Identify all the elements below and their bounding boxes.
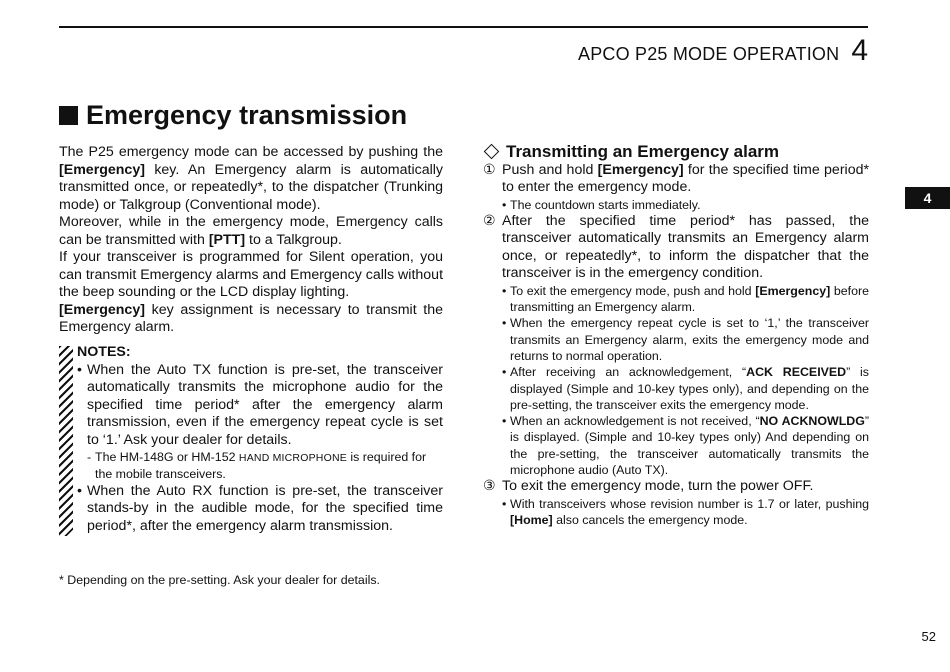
text: for the specified time period* to enter the emergency mode. bbox=[502, 161, 869, 195]
notes-box bbox=[59, 344, 443, 535]
text: Push and hold bbox=[502, 161, 598, 178]
key-label: [Emergency] bbox=[755, 283, 831, 298]
text: When the emergency repeat cycle is set to ‘1,’ the transceiver transmits an Emergency alarm, exits the emergency mode and returns to normal operation. bbox=[510, 316, 869, 363]
step-3 bbox=[483, 478, 869, 496]
footnote: * Depending on the pre-setting. Ask your dealer for details. bbox=[59, 573, 380, 587]
step-number: ③ bbox=[483, 478, 496, 495]
note-item: • When the Auto RX function is pre-set, the transceiver stands-by in the audible mode, for the specified time period*, after the emergency alarm transmission. bbox=[77, 482, 443, 534]
step-number: ① bbox=[483, 161, 496, 178]
subsection-heading bbox=[483, 143, 869, 161]
display-message: ACK RECEIVED bbox=[746, 365, 847, 380]
text: The P25 emergency mode can be accessed by pushing the bbox=[59, 144, 443, 160]
hatch-bar bbox=[59, 346, 73, 536]
silent-paragraph: If your transceiver is programmed for Silent operation, you can transmit Emergency alarms and Emergency calls without the beep sounding or the LCD display lighting. bbox=[59, 249, 444, 300]
step-2 bbox=[483, 213, 869, 283]
text: To exit the emergency mode, turn the power OFF. bbox=[502, 478, 814, 495]
step-note: • When an acknowledgement is not received, “NO ACKNOWLDG” is displayed. (Simple and 10-key types only) And depending on the pre-setting, the transceiver automatically transmits the microphone audio (Auto TX). bbox=[502, 414, 869, 478]
header-rule bbox=[59, 26, 868, 28]
step-1 bbox=[483, 162, 869, 197]
text: before transmitting an Emergency alarm. bbox=[510, 283, 869, 315]
page-number: 52 bbox=[921, 629, 936, 644]
note-item: • When the Auto TX function is pre-set, the transceiver automatically transmits the microphone audio for the specified time period* after the emergency alarm transmission, even if the emergency repeat cycle is set to ‘1.’ Ask your dealer for details. bbox=[77, 361, 443, 448]
step-note: • After receiving an acknowledgement, “ACK RECEIVED” is displayed (Simple and 10-key types only), and depending on the pre-setting, the transceiver exits the emergency mode. bbox=[502, 365, 869, 412]
text: ” is displayed (Simple and 10-key types only), and depending on the pre-setting, the transceiver exits the emergency mode. bbox=[510, 365, 869, 412]
step-number: ② bbox=[483, 212, 496, 229]
text: After receiving an acknowledgement, “ bbox=[510, 365, 747, 380]
chapter-tab: 4 bbox=[905, 187, 950, 209]
header-title: APCO P25 MODE OPERATION bbox=[577, 44, 840, 64]
text: is required for the mobile transceivers. bbox=[95, 450, 427, 482]
text: Moreover, while in the emergency mode, Emergency calls can be transmitted with bbox=[59, 214, 443, 248]
text: to a Talkgroup. bbox=[245, 231, 342, 248]
right-column bbox=[483, 143, 869, 528]
display-message: NO ACKNOWLDG bbox=[759, 414, 865, 429]
note-text: When the Auto TX function is pre-set, the transceiver automatically transmits the microphone audio for the specified time period* after the emergency alarm transmission, even if the emergency repeat cycle is set to ‘1.’ Ask your dealer for details. bbox=[87, 361, 443, 448]
key-label: [Emergency] bbox=[59, 301, 145, 318]
page-header bbox=[578, 34, 868, 68]
text: With transceivers whose revision number is 1.7 or later, pushing bbox=[510, 496, 869, 511]
text: key assignment is necessary to transmit the Emergency alarm. bbox=[59, 301, 443, 335]
section-title: Emergency transmission bbox=[86, 100, 408, 130]
key-label: [Emergency] bbox=[597, 161, 684, 178]
text: ” is displayed. (Simple and 10-key types only) And depending on the pre-setting, the transceiver automatically transmits the microphone audio (Auto TX). bbox=[510, 414, 869, 478]
diamond-icon bbox=[484, 144, 500, 160]
step-note: • The countdown starts immediately. bbox=[502, 197, 701, 212]
step-note: • With transceivers whose revision number is 1.7 or later, pushing [Home] also cancels the emergency mode. bbox=[502, 496, 869, 528]
step-note: • When the emergency repeat cycle is set to ‘1,’ the transceiver transmits an Emergency alarm, exits the emergency mode and returns to normal operation. bbox=[502, 316, 869, 363]
notes-title: NOTES: bbox=[77, 344, 131, 360]
chapter-number: 4 bbox=[851, 34, 868, 67]
text: To exit the emergency mode, push and hold bbox=[510, 283, 756, 298]
ptt-paragraph bbox=[59, 214, 443, 249]
note-subitem: - The HM-148G or HM-152 HAND MICROPHONE is required for the mobile transceivers. bbox=[87, 450, 427, 482]
assignment-paragraph bbox=[59, 302, 443, 337]
text: also cancels the emergency mode. bbox=[552, 513, 748, 528]
text: key. An Emergency alarm is automatically transmitted once, or repeatedly*, to the dispatcher (Trunking mode) or Talkgroup (Conventional mode). bbox=[59, 161, 443, 213]
note-text: When the Auto RX function is pre-set, the transceiver stands-by in the audible mode, for the specified time period*, after the emergency alarm transmission. bbox=[87, 482, 443, 534]
text: When an acknowledgement is not received, “ bbox=[510, 414, 760, 429]
text: After the specified time period* has passed, the transceiver automatically transmits an Emergency alarm once, or repeatedly*, to inform the dispatcher that the transceiver is in the emergency condition. bbox=[502, 212, 869, 282]
intro-paragraph bbox=[59, 144, 443, 214]
text: The countdown starts immediately. bbox=[510, 197, 701, 212]
step-note: • To exit the emergency mode, push and hold [Emergency] before transmitting an Emergency alarm. bbox=[502, 283, 869, 315]
section-heading bbox=[59, 100, 407, 131]
subsection-title: Transmitting an Emergency alarm bbox=[506, 142, 780, 161]
key-label: [Emergency] bbox=[59, 161, 145, 178]
key-label: [Home] bbox=[510, 513, 553, 528]
left-column bbox=[59, 144, 443, 337]
text: The HM-148G or HM-152 bbox=[95, 450, 239, 464]
key-label: [PTT] bbox=[208, 231, 246, 248]
square-bullet-icon bbox=[59, 106, 78, 125]
text: HAND MICROPHONE bbox=[238, 452, 347, 464]
